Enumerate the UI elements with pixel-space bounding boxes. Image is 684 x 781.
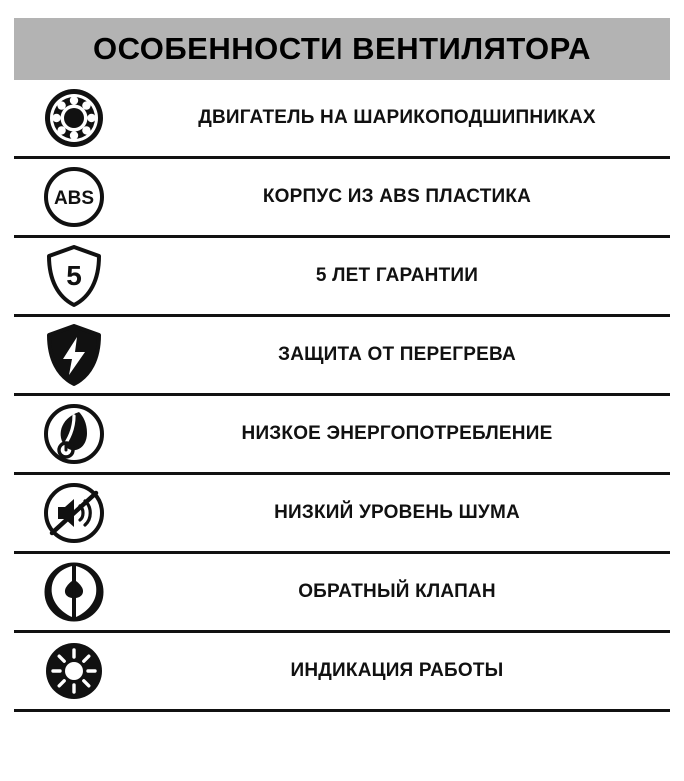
check-valve-icon: [14, 561, 134, 623]
feature-label: ИНДИКАЦИЯ РАБОТЫ: [290, 660, 504, 681]
list-item: [14, 80, 670, 159]
feature-label: ДВИГАТЕЛЬ НА ШАРИКОПОДШИПНИКАХ: [198, 107, 596, 128]
svg-text:ABS: ABS: [53, 188, 95, 209]
feature-label-cell: [134, 265, 670, 287]
feature-label: НИЗКОЕ ЭНЕРГОПОТРЕБЛЕНИЕ: [241, 423, 553, 444]
list-item: [14, 633, 670, 712]
feature-label: 5 ЛЕТ ГАРАНТИИ: [315, 265, 479, 286]
feature-label-cell: [134, 186, 670, 208]
feature-label-cell: [134, 107, 670, 129]
feature-label-cell: [134, 660, 670, 682]
features-sheet: [0, 18, 684, 781]
page-title: ОСОБЕННОСТИ ВЕНТИЛЯТОРА: [93, 31, 591, 66]
feature-label-cell: [134, 423, 670, 445]
list-item: [14, 238, 670, 317]
features-list: [14, 80, 670, 712]
feature-label: ОБРАТНЫЙ КЛАПАН: [298, 581, 496, 602]
list-item: [14, 396, 670, 475]
feature-label-cell: [134, 502, 670, 524]
page-header: [14, 18, 670, 80]
feature-label-cell: [134, 344, 670, 366]
feature-label: КОРПУС ИЗ ABS ПЛАСТИКА: [262, 186, 532, 207]
operation-indicator-sun-icon: [14, 640, 134, 702]
ball-bearing-icon: [14, 87, 134, 149]
overheat-protection-shield-icon: [14, 323, 134, 387]
warranty-shield-icon: [14, 244, 134, 308]
svg-text:5: 5: [66, 260, 82, 291]
feature-label: ЗАЩИТА ОТ ПЕРЕГРЕВА: [278, 344, 516, 365]
list-item: [14, 159, 670, 238]
list-item: [14, 475, 670, 554]
low-energy-leaf-icon: [14, 403, 134, 465]
low-noise-muted-speaker-icon: [14, 482, 134, 544]
list-item: [14, 317, 670, 396]
feature-label: НИЗКИЙ УРОВЕНЬ ШУМА: [274, 502, 520, 523]
feature-label-cell: [134, 581, 670, 603]
abs-plastic-icon: [14, 166, 134, 228]
list-item: [14, 554, 670, 633]
